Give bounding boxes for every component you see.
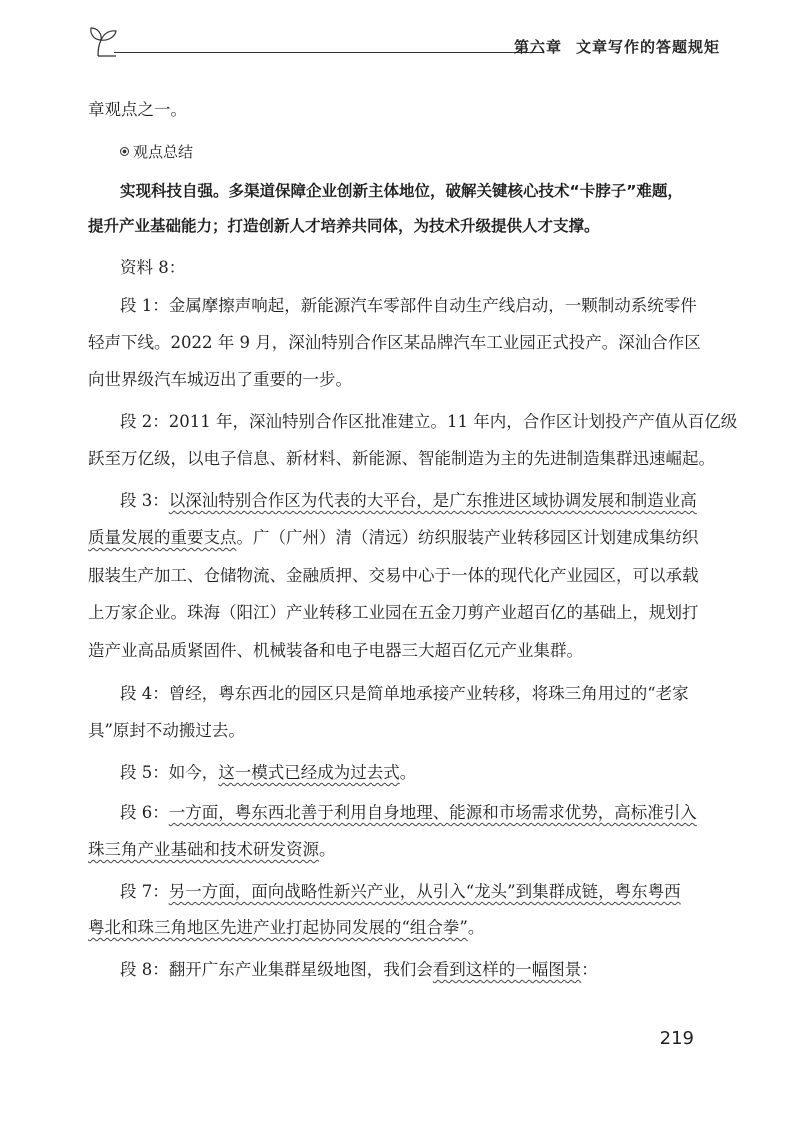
summary-line: 实现科技自强。多渠道保障企业创新主体地位，破解关键核心技术“卡脖子”难题，: [120, 182, 683, 200]
paragraph-line: 具”原封不动搬过去。: [88, 721, 245, 740]
paragraph-line: [88, 840, 700, 860]
paragraph-line: 向世界级汽车城迈出了重要的一步。: [88, 370, 352, 389]
underlined-text: 以深汕特别合作区为代表的大平台，是广东推进区域协调发展和制造业高: [168, 491, 697, 510]
paragraph-line: [88, 918, 700, 938]
paragraph-line: [120, 803, 700, 823]
paragraph-line: 轻声下线。2022 年 9 月，深汕特别合作区某品牌汽车工业园正式投产。深汕合作区: [88, 333, 701, 352]
page-number: 219: [659, 1028, 694, 1049]
underlined-text: 另一方面，面向战略性新兴产业，从引入“龙头”到集群成链，粤东粤西: [168, 882, 681, 901]
underlined-text: 一方面，粤东西北善于利用自身地理、能源和市场需求优势，高标准引入: [168, 803, 697, 822]
underlined-text: 粤北和珠三角地区先进产业打起协同发展的“组合拳”: [88, 918, 468, 937]
paragraph-line: [88, 528, 700, 548]
paragraph-line: [120, 960, 700, 980]
paragraph-line: [120, 491, 700, 511]
section-heading-label: 观点总结: [133, 143, 194, 161]
paragraph-text: 段 8：翻开广东产业集群星级地图，我们会: [120, 960, 433, 979]
chapter-heading: [514, 36, 720, 57]
paragraph-text: 。广（广州）清（清远）纺织服装产业转移园区计划建成集纺织: [236, 528, 699, 547]
summary-line: 提升产业基础能力；打造创新人才培养共同体，为技术升级提供人才支撑。: [88, 217, 600, 235]
underlined-text: 质量发展的重要支点: [88, 528, 237, 547]
paragraph-line: 段 1：金属摩擦声响起，新能源汽车零部件自动生产线启动，一颗制动系统零件: [120, 296, 697, 315]
section-heading: [120, 142, 700, 162]
running-header: [88, 18, 728, 58]
paragraph-line: 段 2：2011 年，深汕特别合作区批准建立。11 年内，合作区计划投产产值从百亿级: [120, 412, 738, 431]
paragraph-line: [120, 882, 700, 902]
paragraph-text: 。: [399, 763, 417, 782]
material-heading: 资料 8：: [120, 258, 186, 277]
paragraph-text: 。: [319, 840, 336, 859]
paragraph-label: 段 7：: [120, 882, 169, 901]
underlined-text: 这一模式已经成为过去式: [218, 763, 400, 782]
paragraph-line: 跃至万亿级，以电子信息、新材料、新能源、智能制造为主的先进制造集群迅速崛起。: [88, 449, 715, 468]
paragraph-line: 服装生产加工、仓储物流、金融质押、交易中心于一体的现代化产业园区，可以承载: [88, 566, 699, 585]
paragraph-line: 造产业高品质紧固件、机械装备和电子电器三大超百亿元产业集群。: [88, 641, 583, 660]
paragraph-label: 段 6：: [120, 803, 169, 822]
header-rule: [114, 52, 544, 53]
paragraph-line: 上万家企业。珠海（阳江）产业转移工业园在五金刀剪产业超百亿的基础上，规划打: [88, 603, 699, 622]
paragraph-line: 段 4：曾经，粤东西北的园区只是简单地承接产业转移，将珠三角用过的“老家: [120, 684, 689, 703]
underlined-text: 看到这样的一幅图景: [432, 960, 582, 979]
bullet-icon: [120, 147, 129, 156]
text-line: 章观点之一。: [88, 100, 187, 119]
paragraph-text: ：: [581, 960, 598, 979]
paragraph-line: [120, 763, 700, 783]
paragraph-label: 段 5：如今，: [120, 763, 219, 782]
chapter-title: 文章写作的答题规矩: [575, 38, 720, 56]
paragraph-label: 段 3：: [120, 491, 169, 510]
chapter-number: 第六章: [513, 38, 562, 56]
underlined-text: 珠三角产业基础和技术研发资源: [88, 840, 319, 859]
paragraph-text: 。: [467, 918, 485, 937]
